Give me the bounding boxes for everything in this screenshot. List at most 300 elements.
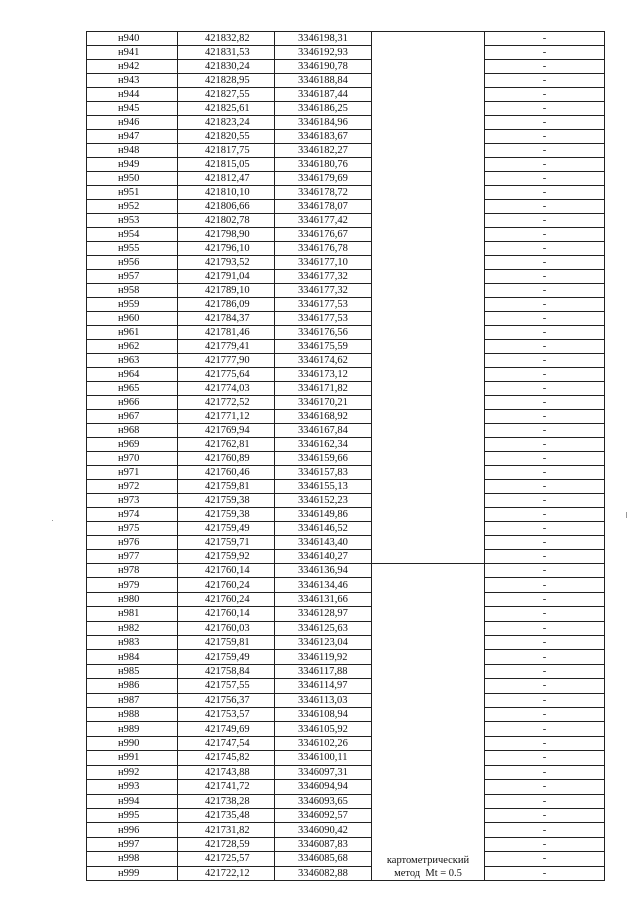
x-coordinate-cell: 421760,24: [178, 592, 275, 606]
table-row: [87, 636, 605, 650]
y-coordinate-cell: 3346146,52: [275, 522, 372, 536]
table-row: [87, 837, 605, 851]
scan-speck: [626, 512, 627, 518]
mark-cell: -: [485, 607, 605, 621]
accuracy-label: метод Mt = 0.5: [394, 868, 462, 879]
mark-cell: -: [485, 74, 605, 88]
point-id-cell: н997: [87, 837, 178, 851]
mark-cell: -: [485, 508, 605, 522]
point-id-cell: н975: [87, 522, 178, 536]
point-id-cell: н968: [87, 424, 178, 438]
table-row: [87, 214, 605, 228]
table-row: [87, 438, 605, 452]
x-coordinate-cell: 421774,03: [178, 382, 275, 396]
table-row: [87, 46, 605, 60]
x-coordinate-cell: 421760,24: [178, 578, 275, 592]
method-cell-upper: [372, 32, 485, 564]
x-coordinate-cell: 421731,82: [178, 823, 275, 837]
table-row: [87, 130, 605, 144]
table-row: [87, 326, 605, 340]
y-coordinate-cell: 3346177,42: [275, 214, 372, 228]
y-coordinate-cell: 3346184,96: [275, 116, 372, 130]
point-id-cell: н942: [87, 60, 178, 74]
table-row: [87, 650, 605, 664]
y-coordinate-cell: 3346174,62: [275, 354, 372, 368]
method-cell: [372, 564, 485, 881]
table-row: [87, 228, 605, 242]
y-coordinate-cell: 3346102,26: [275, 736, 372, 750]
mark-cell: -: [485, 780, 605, 794]
y-coordinate-cell: 3346152,23: [275, 494, 372, 508]
x-coordinate-cell: 421796,10: [178, 242, 275, 256]
mark-cell: -: [485, 736, 605, 750]
point-id-cell: н976: [87, 536, 178, 550]
point-id-cell: н948: [87, 144, 178, 158]
x-coordinate-cell: 421810,10: [178, 186, 275, 200]
x-coordinate-cell: 421759,92: [178, 550, 275, 564]
mark-cell: -: [485, 368, 605, 382]
x-coordinate-cell: 421759,49: [178, 522, 275, 536]
table-row: [87, 536, 605, 550]
point-id-cell: н961: [87, 326, 178, 340]
mark-cell: -: [485, 256, 605, 270]
point-id-cell: н960: [87, 312, 178, 326]
x-coordinate-cell: 421758,84: [178, 664, 275, 678]
y-coordinate-cell: 3346149,86: [275, 508, 372, 522]
x-coordinate-cell: 421725,57: [178, 852, 275, 866]
mark-cell: -: [485, 808, 605, 822]
scan-speck: [52, 520, 53, 521]
y-coordinate-cell: 3346155,13: [275, 480, 372, 494]
point-id-cell: н974: [87, 508, 178, 522]
table-row: [87, 607, 605, 621]
y-coordinate-cell: 3346123,04: [275, 636, 372, 650]
mark-cell: -: [485, 751, 605, 765]
y-coordinate-cell: 3346087,83: [275, 837, 372, 851]
point-id-cell: н977: [87, 550, 178, 564]
point-id-cell: н954: [87, 228, 178, 242]
x-coordinate-cell: 421828,95: [178, 74, 275, 88]
table-row: [87, 116, 605, 130]
x-coordinate-cell: 421759,71: [178, 536, 275, 550]
x-coordinate-cell: 421832,82: [178, 32, 275, 46]
point-id-cell: н986: [87, 679, 178, 693]
table-row: [87, 780, 605, 794]
x-coordinate-cell: 421823,24: [178, 116, 275, 130]
y-coordinate-cell: 3346177,53: [275, 298, 372, 312]
point-id-cell: н955: [87, 242, 178, 256]
y-coordinate-cell: 3346188,84: [275, 74, 372, 88]
point-id-cell: н992: [87, 765, 178, 779]
table-row: [87, 340, 605, 354]
table-row: [87, 693, 605, 707]
x-coordinate-cell: 421757,55: [178, 679, 275, 693]
mark-cell: -: [485, 382, 605, 396]
point-id-cell: н950: [87, 172, 178, 186]
table-row: [87, 736, 605, 750]
x-coordinate-cell: 421820,55: [178, 130, 275, 144]
mark-cell: -: [485, 158, 605, 172]
mark-cell: -: [485, 480, 605, 494]
x-coordinate-cell: 421779,41: [178, 340, 275, 354]
mark-cell: -: [485, 340, 605, 354]
y-coordinate-cell: 3346117,88: [275, 664, 372, 678]
x-coordinate-cell: 421817,75: [178, 144, 275, 158]
y-coordinate-cell: 3346175,59: [275, 340, 372, 354]
x-coordinate-cell: 421756,37: [178, 693, 275, 707]
table-row: [87, 312, 605, 326]
x-coordinate-cell: 421831,53: [178, 46, 275, 60]
y-coordinate-cell: 3346168,92: [275, 410, 372, 424]
point-id-cell: н973: [87, 494, 178, 508]
mark-cell: -: [485, 522, 605, 536]
mark-cell: -: [485, 679, 605, 693]
x-coordinate-cell: 421760,46: [178, 466, 275, 480]
mark-cell: -: [485, 116, 605, 130]
x-coordinate-cell: 421784,37: [178, 312, 275, 326]
x-coordinate-cell: 421793,52: [178, 256, 275, 270]
x-coordinate-cell: 421760,89: [178, 452, 275, 466]
point-id-cell: н966: [87, 396, 178, 410]
mark-cell: -: [485, 621, 605, 635]
y-coordinate-cell: 3346140,27: [275, 550, 372, 564]
point-id-cell: н995: [87, 808, 178, 822]
y-coordinate-cell: 3346094,94: [275, 780, 372, 794]
y-coordinate-cell: 3346171,82: [275, 382, 372, 396]
mark-cell: -: [485, 32, 605, 46]
point-id-cell: н958: [87, 284, 178, 298]
mark-cell: -: [485, 46, 605, 60]
x-coordinate-cell: 421760,14: [178, 564, 275, 578]
table-row: [87, 354, 605, 368]
mark-cell: -: [485, 837, 605, 851]
point-id-cell: н970: [87, 452, 178, 466]
x-coordinate-cell: 421759,49: [178, 650, 275, 664]
table-row: [87, 158, 605, 172]
table-row: [87, 578, 605, 592]
table-row: [87, 823, 605, 837]
y-coordinate-cell: 3346113,03: [275, 693, 372, 707]
x-coordinate-cell: 421760,14: [178, 607, 275, 621]
table-row: [87, 368, 605, 382]
y-coordinate-cell: 3346093,65: [275, 794, 372, 808]
table-row: [87, 32, 605, 46]
point-id-cell: н959: [87, 298, 178, 312]
point-id-cell: н952: [87, 200, 178, 214]
point-id-cell: н969: [87, 438, 178, 452]
point-id-cell: н987: [87, 693, 178, 707]
table-row: [87, 621, 605, 635]
table-row: [87, 466, 605, 480]
mark-cell: -: [485, 650, 605, 664]
table-row: [87, 284, 605, 298]
method-label: картометрический: [386, 855, 470, 866]
y-coordinate-cell: 3346186,25: [275, 102, 372, 116]
y-coordinate-cell: 3346178,07: [275, 200, 372, 214]
y-coordinate-cell: 3346143,40: [275, 536, 372, 550]
mark-cell: -: [485, 130, 605, 144]
point-id-cell: н945: [87, 102, 178, 116]
point-id-cell: н993: [87, 780, 178, 794]
mark-cell: -: [485, 88, 605, 102]
table-row: [87, 852, 605, 866]
table-row: [87, 74, 605, 88]
point-id-cell: н956: [87, 256, 178, 270]
table-row: [87, 751, 605, 765]
y-coordinate-cell: 3346105,92: [275, 722, 372, 736]
y-coordinate-cell: 3346167,84: [275, 424, 372, 438]
table-row: [87, 522, 605, 536]
table-row: [87, 382, 605, 396]
table-row: [87, 424, 605, 438]
x-coordinate-cell: 421738,28: [178, 794, 275, 808]
table-row: [87, 410, 605, 424]
y-coordinate-cell: 3346100,11: [275, 751, 372, 765]
coordinates-table-body: [87, 32, 605, 881]
point-id-cell: н944: [87, 88, 178, 102]
point-id-cell: н965: [87, 382, 178, 396]
point-id-cell: н979: [87, 578, 178, 592]
y-coordinate-cell: 3346192,93: [275, 46, 372, 60]
y-coordinate-cell: 3346159,66: [275, 452, 372, 466]
point-id-cell: н972: [87, 480, 178, 494]
point-id-cell: н951: [87, 186, 178, 200]
y-coordinate-cell: 3346128,97: [275, 607, 372, 621]
mark-cell: -: [485, 270, 605, 284]
table-row: [87, 200, 605, 214]
point-id-cell: н982: [87, 621, 178, 635]
y-coordinate-cell: 3346170,21: [275, 396, 372, 410]
point-id-cell: н957: [87, 270, 178, 284]
x-coordinate-cell: 421827,55: [178, 88, 275, 102]
table-row: [87, 172, 605, 186]
y-coordinate-cell: 3346176,56: [275, 326, 372, 340]
mark-cell: -: [485, 102, 605, 116]
y-coordinate-cell: 3346177,32: [275, 270, 372, 284]
table-row: [87, 144, 605, 158]
y-coordinate-cell: 3346134,46: [275, 578, 372, 592]
table-row: [87, 765, 605, 779]
table-row: [87, 88, 605, 102]
x-coordinate-cell: 421745,82: [178, 751, 275, 765]
y-coordinate-cell: 3346187,44: [275, 88, 372, 102]
y-coordinate-cell: 3346092,57: [275, 808, 372, 822]
y-coordinate-cell: 3346177,32: [275, 284, 372, 298]
y-coordinate-cell: 3346182,27: [275, 144, 372, 158]
mark-cell: -: [485, 396, 605, 410]
x-coordinate-cell: 421775,64: [178, 368, 275, 382]
x-coordinate-cell: 421812,47: [178, 172, 275, 186]
mark-cell: -: [485, 186, 605, 200]
point-id-cell: н963: [87, 354, 178, 368]
x-coordinate-cell: 421753,57: [178, 708, 275, 722]
table-row: [87, 508, 605, 522]
x-coordinate-cell: 421771,12: [178, 410, 275, 424]
mark-cell: -: [485, 326, 605, 340]
table-row: [87, 708, 605, 722]
x-coordinate-cell: 421802,78: [178, 214, 275, 228]
mark-cell: -: [485, 578, 605, 592]
mark-cell: -: [485, 536, 605, 550]
x-coordinate-cell: 421760,03: [178, 621, 275, 635]
mark-cell: -: [485, 852, 605, 866]
x-coordinate-cell: 421772,52: [178, 396, 275, 410]
table-row: [87, 452, 605, 466]
mark-cell: -: [485, 494, 605, 508]
point-id-cell: н946: [87, 116, 178, 130]
y-coordinate-cell: 3346119,92: [275, 650, 372, 664]
y-coordinate-cell: 3346108,94: [275, 708, 372, 722]
mark-cell: -: [485, 722, 605, 736]
point-id-cell: н949: [87, 158, 178, 172]
y-coordinate-cell: 3346136,94: [275, 564, 372, 578]
point-id-cell: н943: [87, 74, 178, 88]
point-id-cell: н999: [87, 866, 178, 880]
table-row: [87, 242, 605, 256]
table-row: [87, 298, 605, 312]
point-id-cell: н971: [87, 466, 178, 480]
table-row: [87, 60, 605, 74]
mark-cell: -: [485, 60, 605, 74]
table-row: [87, 808, 605, 822]
point-id-cell: н990: [87, 736, 178, 750]
y-coordinate-cell: 3346176,67: [275, 228, 372, 242]
x-coordinate-cell: 421786,09: [178, 298, 275, 312]
x-coordinate-cell: 421759,38: [178, 508, 275, 522]
point-id-cell: н941: [87, 46, 178, 60]
mark-cell: -: [485, 214, 605, 228]
point-id-cell: н996: [87, 823, 178, 837]
mark-cell: -: [485, 708, 605, 722]
x-coordinate-cell: 421759,38: [178, 494, 275, 508]
x-coordinate-cell: 421741,72: [178, 780, 275, 794]
mark-cell: -: [485, 693, 605, 707]
mark-cell: -: [485, 866, 605, 880]
x-coordinate-cell: 421798,90: [178, 228, 275, 242]
point-id-cell: н978: [87, 564, 178, 578]
y-coordinate-cell: 3346114,97: [275, 679, 372, 693]
y-coordinate-cell: 3346190,78: [275, 60, 372, 74]
y-coordinate-cell: 3346085,68: [275, 852, 372, 866]
mark-cell: -: [485, 823, 605, 837]
y-coordinate-cell: 3346125,63: [275, 621, 372, 635]
y-coordinate-cell: 3346082,88: [275, 866, 372, 880]
x-coordinate-cell: 421815,05: [178, 158, 275, 172]
y-coordinate-cell: 3346097,31: [275, 765, 372, 779]
table-row: [87, 679, 605, 693]
table-row: [87, 102, 605, 116]
x-coordinate-cell: 421791,04: [178, 270, 275, 284]
point-id-cell: н994: [87, 794, 178, 808]
x-coordinate-cell: 421789,10: [178, 284, 275, 298]
table-row: [87, 794, 605, 808]
table-row: [87, 270, 605, 284]
x-coordinate-cell: 421747,54: [178, 736, 275, 750]
mark-cell: -: [485, 664, 605, 678]
table-row: [87, 396, 605, 410]
mark-cell: -: [485, 312, 605, 326]
y-coordinate-cell: 3346173,12: [275, 368, 372, 382]
point-id-cell: н940: [87, 32, 178, 46]
coordinates-table: [86, 31, 605, 881]
y-coordinate-cell: 3346162,34: [275, 438, 372, 452]
mark-cell: -: [485, 636, 605, 650]
mark-cell: -: [485, 765, 605, 779]
table-row: [87, 592, 605, 606]
x-coordinate-cell: 421769,94: [178, 424, 275, 438]
x-coordinate-cell: 421781,46: [178, 326, 275, 340]
table-row: [87, 866, 605, 880]
point-id-cell: н998: [87, 852, 178, 866]
y-coordinate-cell: 3346131,66: [275, 592, 372, 606]
table-row: [87, 564, 605, 578]
mark-cell: -: [485, 200, 605, 214]
mark-cell: -: [485, 354, 605, 368]
y-coordinate-cell: 3346176,78: [275, 242, 372, 256]
y-coordinate-cell: 3346177,53: [275, 312, 372, 326]
table-row: [87, 256, 605, 270]
mark-cell: -: [485, 794, 605, 808]
mark-cell: -: [485, 438, 605, 452]
table-row: [87, 480, 605, 494]
table-row: [87, 186, 605, 200]
x-coordinate-cell: 421830,24: [178, 60, 275, 74]
x-coordinate-cell: 421759,81: [178, 636, 275, 650]
table-row: [87, 722, 605, 736]
x-coordinate-cell: 421777,90: [178, 354, 275, 368]
mark-cell: -: [485, 550, 605, 564]
mark-cell: -: [485, 144, 605, 158]
x-coordinate-cell: 421806,66: [178, 200, 275, 214]
point-id-cell: н988: [87, 708, 178, 722]
mark-cell: -: [485, 466, 605, 480]
y-coordinate-cell: 3346090,42: [275, 823, 372, 837]
table-row: [87, 664, 605, 678]
mark-cell: -: [485, 298, 605, 312]
mark-cell: -: [485, 564, 605, 578]
mark-cell: -: [485, 284, 605, 298]
y-coordinate-cell: 3346183,67: [275, 130, 372, 144]
point-id-cell: н984: [87, 650, 178, 664]
y-coordinate-cell: 3346157,83: [275, 466, 372, 480]
x-coordinate-cell: 421825,61: [178, 102, 275, 116]
mark-cell: -: [485, 242, 605, 256]
x-coordinate-cell: 421762,81: [178, 438, 275, 452]
point-id-cell: н962: [87, 340, 178, 354]
mark-cell: -: [485, 424, 605, 438]
y-coordinate-cell: 3346178,72: [275, 186, 372, 200]
x-coordinate-cell: 421735,48: [178, 808, 275, 822]
x-coordinate-cell: 421749,69: [178, 722, 275, 736]
point-id-cell: н985: [87, 664, 178, 678]
x-coordinate-cell: 421728,59: [178, 837, 275, 851]
point-id-cell: н983: [87, 636, 178, 650]
table-row: [87, 550, 605, 564]
mark-cell: -: [485, 452, 605, 466]
point-id-cell: н980: [87, 592, 178, 606]
y-coordinate-cell: 3346179,69: [275, 172, 372, 186]
table-row: [87, 494, 605, 508]
point-id-cell: н991: [87, 751, 178, 765]
point-id-cell: н964: [87, 368, 178, 382]
x-coordinate-cell: 421743,88: [178, 765, 275, 779]
point-id-cell: н989: [87, 722, 178, 736]
point-id-cell: н947: [87, 130, 178, 144]
y-coordinate-cell: 3346177,10: [275, 256, 372, 270]
mark-cell: -: [485, 172, 605, 186]
mark-cell: -: [485, 410, 605, 424]
x-coordinate-cell: 421759,81: [178, 480, 275, 494]
